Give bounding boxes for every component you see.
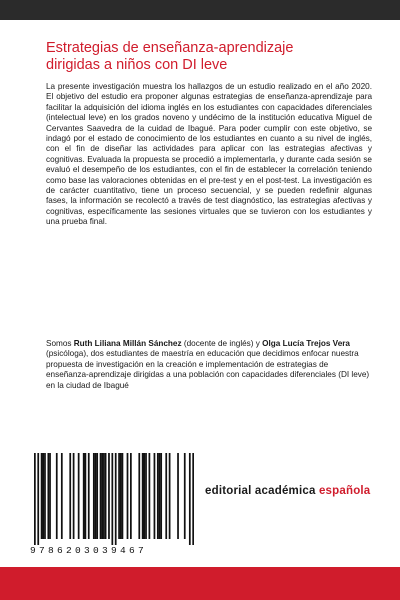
barcode-bar xyxy=(69,453,71,539)
barcode-bar xyxy=(169,453,171,539)
isbn-barcode xyxy=(30,449,190,561)
barcode-bar xyxy=(73,453,75,539)
barcode-bar xyxy=(138,453,140,539)
barcode-bar xyxy=(47,453,49,539)
title-line-1: Estrategias de enseñanza-aprendizaje xyxy=(46,40,294,56)
barcode-bar xyxy=(118,453,120,539)
barcode-bar xyxy=(122,453,124,539)
barcode-bar xyxy=(49,453,51,539)
barcode-bar xyxy=(130,453,132,539)
barcode-bar xyxy=(157,453,159,539)
barcode-bar xyxy=(42,453,44,539)
title-line-2: dirigidas a niños con DI leve xyxy=(46,57,228,73)
barcode-bar xyxy=(85,453,87,539)
barcode-bar xyxy=(61,453,63,539)
barcode-bar xyxy=(56,453,58,539)
barcode-bar xyxy=(105,453,107,539)
barcode-bar xyxy=(145,453,147,539)
publisher-logo xyxy=(205,485,370,497)
barcode-bar xyxy=(103,453,105,539)
barcode-bar xyxy=(108,453,110,539)
barcode-bar xyxy=(160,453,162,539)
author-name-1: Ruth Liliana Millán Sánchez xyxy=(73,339,182,348)
barcode-bar xyxy=(165,453,167,539)
barcode-bar xyxy=(149,453,151,539)
publisher-name-accent: española xyxy=(318,485,371,497)
barcode-bar xyxy=(41,453,43,539)
barcode-bar xyxy=(142,453,144,539)
barcode-bar xyxy=(88,453,90,539)
barcode-bar xyxy=(177,453,179,539)
isbn-number: 9786203039467 xyxy=(30,545,148,556)
barcode-bar xyxy=(143,453,145,539)
barcode-bar xyxy=(192,453,194,545)
barcode-bar xyxy=(127,453,129,539)
barcode-bar xyxy=(159,453,161,539)
authors-prefix: Somos xyxy=(46,339,74,348)
barcode-bar xyxy=(37,453,39,545)
barcode-bar xyxy=(101,453,103,539)
author-name-2: Olga Lucía Trejos Vera xyxy=(262,339,350,348)
barcode-bar xyxy=(78,453,80,539)
authors-paragraph xyxy=(46,339,372,391)
barcode-bar xyxy=(154,453,156,539)
book-title xyxy=(46,40,376,74)
barcode-bar xyxy=(184,453,186,539)
publisher-name: editorial académica xyxy=(205,485,319,497)
barcode-bar xyxy=(93,453,95,539)
authors-description: (psicóloga), dos estudiantes de maestría en educación que decidimos enfocar nuestra propuesta de investigación en la creación e implementación de estrategias de enseñanza-aprendizaje dirigidas a una población con capacidades diferenciales (DI leve) en la ciudad de Ibagué xyxy=(46,349,370,390)
abstract-text: La presente investigación muestra los hallazgos de un estudio realizado en el año 2020. El objetivo del estudio era proponer algunas estrategias de enseñanza-aprendizaje para facilitar la adquisición del idioma inglés en los estudiantes con capacidades diferenciales (intelectual leve) en los grados noveno y undécimo de la institución educativa Miguel de Cervantes Saavedra de la cuidad de Ibagué. Para poder cumplir con este objetivo, se indagó por el estado de conocimiento de los estudiantes en cuanto a su nivel de inglés, con el fin de diseñar las actividades para aplicar con las estrategias afectivas y cognitivas. Evaluada la propuesta se procedió a implementarla, y durante cada sesión se evaluó el desempeño de los estudiantes, con el fin de establecer la correlación teniendo como base las valoraciones obtenidas en el pre-test y en el post-test. La investigación es de carácter cuantitativo, tiene un proceso secuencial, y se pueden redefinir algunas fases, la información se recolectó a través de test diagnóstico, las estrategias afectivas y cognitivas, específicamente las sesiones virtuales que se tuvieron con los estudiantes y una prueba final. xyxy=(46,82,372,227)
barcode-bar xyxy=(34,453,36,545)
bottom-band xyxy=(0,567,400,600)
barcode-bar xyxy=(96,453,98,539)
barcode-bar xyxy=(111,453,113,545)
barcode-bar xyxy=(189,453,191,545)
barcode-bars xyxy=(34,453,194,545)
barcode-bar xyxy=(120,453,122,539)
barcode-bar xyxy=(100,453,102,539)
author-role-1: (docente de inglés) y xyxy=(181,339,263,348)
barcode-bar xyxy=(115,453,117,545)
top-band xyxy=(0,0,400,20)
barcode-bar xyxy=(44,453,46,539)
barcode-bar xyxy=(95,453,97,539)
barcode-bar xyxy=(83,453,85,539)
